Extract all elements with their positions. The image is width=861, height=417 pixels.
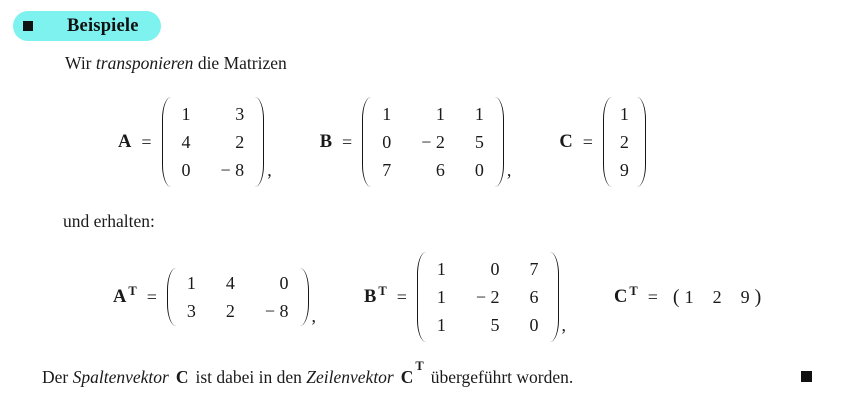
outro-text-italic2: Zeilenvektor	[306, 366, 394, 387]
matrix-c	[603, 97, 646, 187]
matrix-cell: 4	[181, 132, 191, 152]
mid-sentence: und erhalten:	[63, 211, 155, 231]
matrix-cell: 2	[225, 301, 235, 321]
right-paren-icon	[255, 97, 264, 187]
left-paren-icon	[167, 268, 176, 326]
equation-matrix-b-transposed	[364, 252, 566, 342]
matrix-cell: 1	[436, 315, 446, 335]
matrix-name: B	[364, 286, 377, 307]
left-paren-icon	[417, 252, 426, 342]
matrix-cell: 0	[529, 315, 539, 335]
matrix-cell: − 2	[421, 132, 445, 152]
matrix-cell: 3	[186, 301, 196, 321]
square-bullet-icon	[23, 21, 33, 31]
matrix-cell: 7	[382, 160, 392, 180]
outro-sentence	[42, 359, 574, 388]
transpose-superscript: T	[415, 359, 424, 373]
equation-matrix-b	[320, 97, 512, 187]
matrix-cell: 1	[436, 287, 446, 307]
matrix-cell: 2	[712, 286, 722, 307]
matrix-cell: 6	[529, 287, 539, 307]
equals-sign: =	[647, 286, 658, 307]
matrix-cell: 5	[474, 132, 484, 152]
left-paren-icon	[362, 97, 371, 187]
left-paren-icon	[162, 97, 171, 187]
equation-matrix-c-transposed	[614, 283, 766, 309]
matrix-b	[362, 97, 504, 187]
equals-sign: =	[396, 286, 407, 307]
matrix-cell: 2	[235, 132, 245, 152]
matrix-cell: 6	[435, 160, 445, 180]
matrix-cell: 3	[235, 104, 245, 124]
transpose-superscript: T	[378, 283, 387, 298]
comma-separator: ,	[506, 159, 512, 180]
example-header-pill	[13, 11, 161, 41]
equals-sign: =	[146, 286, 157, 307]
matrix-cell: 0	[474, 160, 484, 180]
vector-letter: C	[400, 366, 414, 387]
matrix-cell: 1	[186, 273, 196, 293]
outro-text-pre: Der	[42, 366, 73, 387]
matrix-cell: 0	[279, 273, 289, 293]
left-paren-icon: (	[672, 285, 680, 308]
matrix-cell: 9	[740, 286, 750, 307]
matrix-cell: 2	[619, 132, 629, 152]
equals-sign: =	[141, 131, 152, 152]
vector-c-symbol: C	[175, 366, 189, 387]
equals-sign: =	[582, 131, 593, 152]
matrix-cell: 0	[382, 132, 392, 152]
matrix-name: C	[559, 131, 573, 152]
matrix-cell: 4	[225, 273, 235, 293]
equation-matrix-c	[559, 97, 646, 187]
matrix-a	[162, 97, 265, 187]
right-paren-icon	[550, 252, 559, 342]
intro-text-post: die Matrizen	[193, 53, 287, 73]
intro-text-italic: transponieren	[95, 53, 194, 73]
outro-text-mid: ist dabei in den	[195, 366, 307, 387]
transpose-superscript: T	[128, 283, 137, 298]
matrix-cell: 1	[474, 104, 484, 124]
matrix-cell: 5	[490, 315, 500, 335]
matrix-cell: 1	[436, 259, 446, 279]
matrix-name: A	[113, 286, 127, 307]
end-of-example-square-icon	[801, 371, 812, 382]
intro-sentence	[65, 53, 287, 74]
matrix-name: A	[118, 131, 132, 152]
matrix-a-transposed-grid	[176, 268, 300, 326]
matrix-cell: 1	[181, 104, 191, 124]
matrix-a-grid	[171, 97, 256, 187]
left-paren-icon	[603, 97, 612, 187]
right-paren-icon: )	[754, 285, 762, 308]
matrix-cell: 0	[181, 160, 191, 180]
matrix-c-grid	[612, 97, 637, 187]
matrix-equation-row-transposed	[113, 253, 766, 341]
intro-text-pre: Wir	[65, 53, 96, 73]
matrix-b-transposed-grid	[426, 252, 550, 342]
equation-matrix-a	[118, 97, 272, 187]
vector-c-transposed-symbol	[400, 359, 424, 387]
outro-text-post: übergeführt worden.	[430, 366, 574, 387]
example-header-label: Beispiele	[67, 15, 139, 36]
right-paren-icon	[300, 268, 309, 326]
matrix-a-transposed	[167, 268, 309, 326]
matrix-name: B	[319, 131, 333, 152]
matrix-cell: 7	[529, 259, 539, 279]
matrix-name: C	[614, 286, 628, 307]
matrix-cell: 0	[490, 259, 500, 279]
transpose-superscript: T	[629, 283, 638, 298]
comma-separator: ,	[561, 314, 567, 335]
matrix-cell: − 8	[220, 160, 245, 180]
matrix-cell: 1	[382, 104, 392, 124]
matrix-cell: 1	[619, 104, 629, 124]
matrix-cell: 1	[684, 286, 694, 307]
row-vector-grid	[685, 287, 750, 308]
comma-separator: ,	[311, 305, 317, 326]
comma-separator: ,	[267, 159, 272, 180]
matrix-b-transposed	[417, 252, 559, 342]
matrix-b-grid	[371, 97, 495, 187]
row-vector-c-transposed	[668, 286, 766, 309]
matrix-cell: − 8	[264, 301, 289, 321]
matrix-cell: 1	[435, 104, 445, 124]
equals-sign: =	[342, 131, 353, 152]
matrix-cell: − 2	[475, 287, 500, 307]
right-paren-icon	[637, 97, 646, 187]
matrix-cell: 9	[619, 160, 629, 180]
matrix-equation-row-original	[118, 96, 646, 188]
outro-text-italic1: Spaltenvektor	[72, 366, 169, 387]
right-paren-icon	[495, 97, 504, 187]
equation-matrix-a-transposed	[113, 268, 316, 326]
